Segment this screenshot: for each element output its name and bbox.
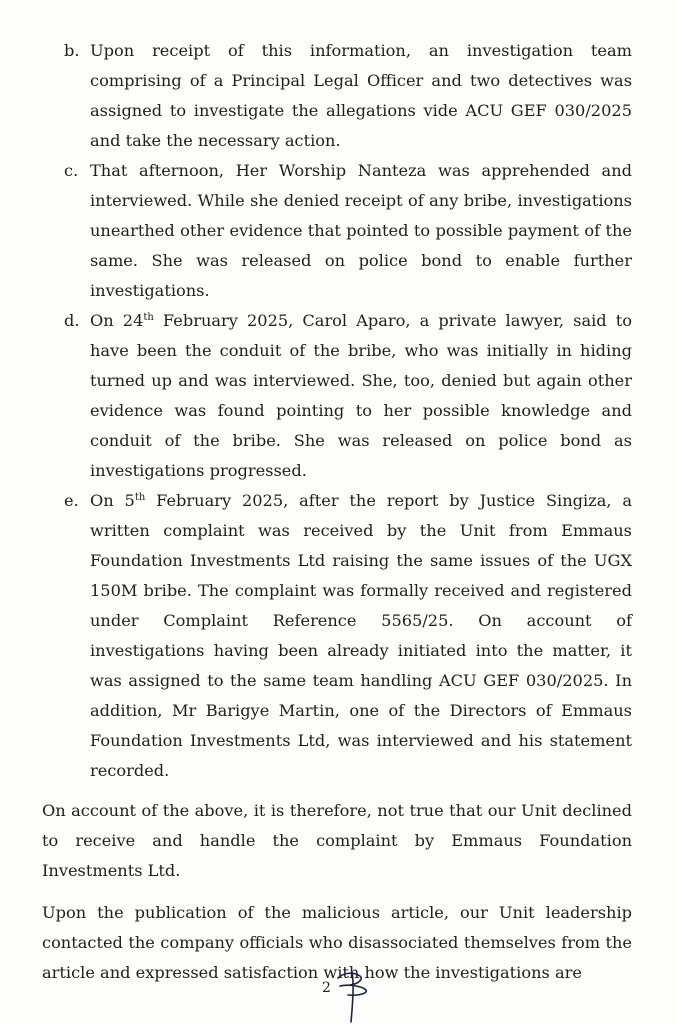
text-segment: February 2025, Carol Aparo, a private lawyer, said to have been the conduit of the bribe, who was initially in hiding turned up and was interviewed. She, too, denied but again other evidence was found pointing to her possible knowledge and conduit of the bribe. She was released on police bond as investigations progressed. [90,311,632,480]
list-marker: d. [64,311,80,330]
list-item-e [64,486,632,786]
followup-paragraph: Upon the publication of the malicious article, our Unit leadership contacted the company officials who disassociated themselves from the article and expressed satisfaction with how the investigations are [42,903,632,982]
list-item-text: That afternoon, Her Worship Nanteza was apprehended and interviewed. While she denied receipt of any bribe, investigations unearthed other evidence that pointed to possible payment of the same. She was released on police bond to enable further investigations. [90,161,632,300]
list-item-text: Upon receipt of this information, an investigation team comprising of a Principal Legal Officer and two detectives was assigned to investigate the allegations vide ACU GEF 030/2025 and take the necessary action. [90,41,632,150]
text-segment: February 2025, after the report by Justice Singiza, a written complaint was received by the Unit from Emmaus Foundation Investments Ltd raising the same issues of the UGX 150M bribe. The complaint was formally received and registered under Complaint Reference 5565/25. On account of investigations having been already initiated into the matter, it was assigned to the same team handling ACU GEF 030/2025. In addition, Mr Barigye Martin, one of the Directors of Emmaus Foundation Investments Ltd, was interviewed and his statement recorded. [90,491,632,780]
list-marker: b. [64,41,80,60]
findings-list [64,36,632,786]
list-item-c [64,156,632,306]
ordinal-suffix: th [143,312,154,323]
list-item-text [90,306,632,486]
list-marker: c. [64,161,79,180]
list-item-text [90,486,632,786]
list-item-b [64,36,632,156]
text-segment: On 24 [90,311,144,330]
page-number: 2 [322,980,331,996]
list-item-d [64,306,632,486]
text-segment: On 5 [90,491,135,510]
ordinal-suffix: th [134,492,146,503]
conclusion-paragraph: On account of the above, it is therefore, not true that our Unit declined to receive and handle the complaint by Emmaus Foundation Investments Ltd. [42,801,632,880]
signature-initials [334,964,370,1024]
list-marker: e. [64,491,79,510]
